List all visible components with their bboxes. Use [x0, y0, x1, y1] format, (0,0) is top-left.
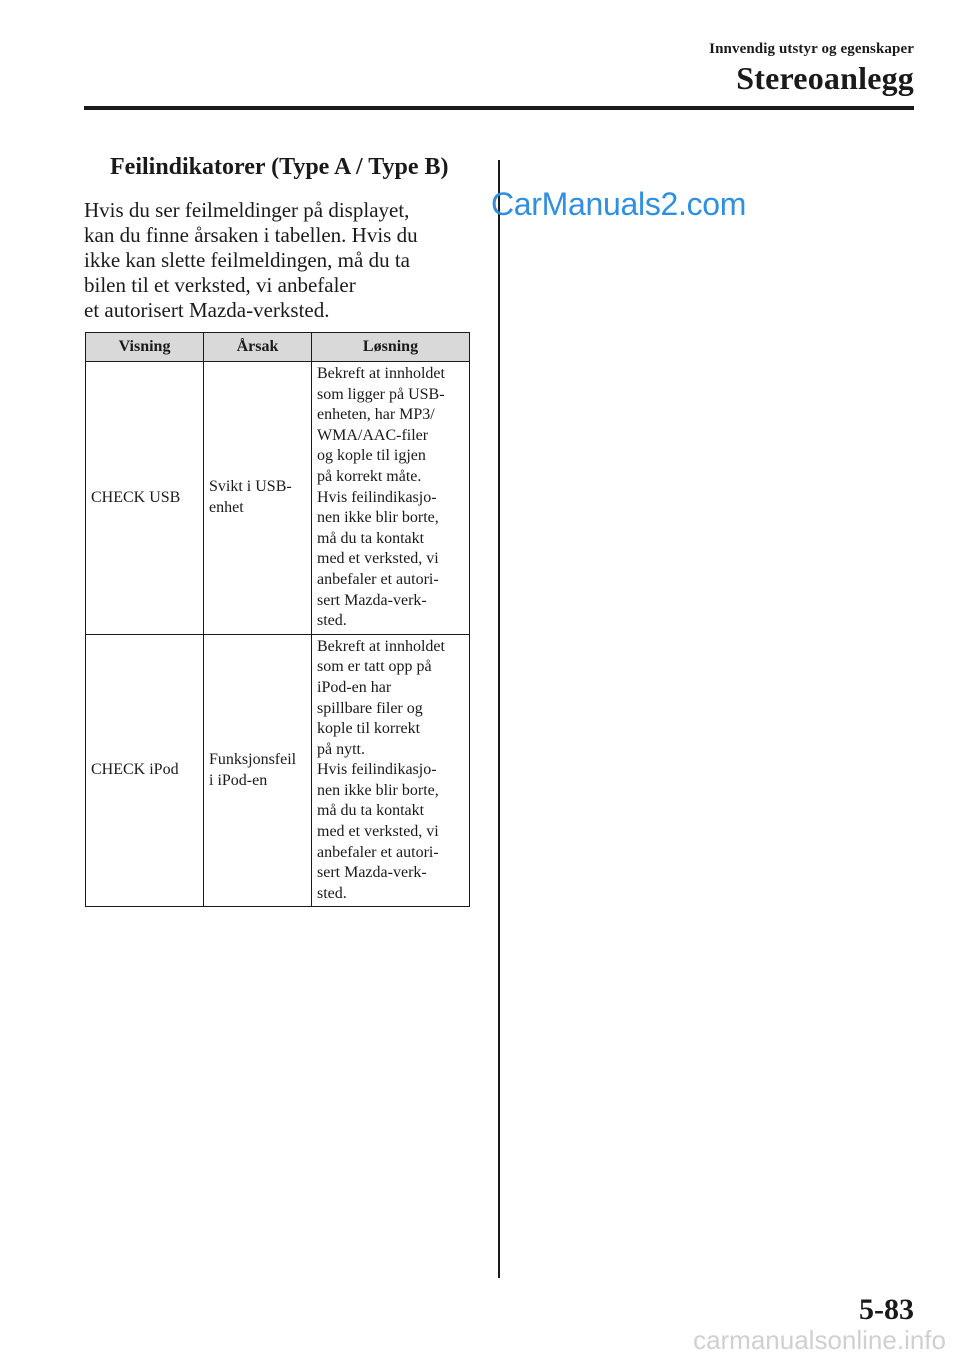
table-row	[86, 634, 470, 907]
header-rule	[84, 106, 914, 110]
watermark-carmanualsonline: carmanualsonline.info	[693, 1325, 946, 1355]
header-visning: Visning	[86, 333, 204, 362]
cell-losning	[312, 362, 470, 635]
cell-visning	[86, 362, 204, 635]
page-number: 5-83	[859, 1293, 914, 1326]
section-title: Stereoanlegg	[736, 60, 914, 96]
losning-text: Bekreft at innholdet som er tatt opp på iPod-en har spillbare filer og kople til korrekt på nytt. Hvis feilindikasjo- nen ikke blir borte, må du ta kontakt med et verksted, vi anbefaler et autori- sert Mazda-verk- sted.	[317, 637, 445, 902]
header-arsak: Årsak	[204, 333, 312, 362]
table-header-row	[86, 333, 470, 362]
cell-visning	[86, 634, 204, 907]
section-heading: Feilindikatorer (Type A / Type B)	[110, 154, 449, 180]
cell-arsak	[204, 362, 312, 635]
header-losning: Løsning	[312, 333, 470, 362]
fault-indicator-table	[85, 332, 470, 907]
column-divider	[498, 160, 500, 1278]
watermark-carmanuals2: CarManuals2.com	[491, 186, 747, 222]
arsak-text: Funksjonsfeil i iPod-en	[209, 750, 297, 789]
arsak-text: Svikt i USB- enhet	[209, 478, 292, 516]
cell-arsak	[204, 634, 312, 907]
chapter-title: Innvendig utstyr og egenskaper	[709, 41, 914, 57]
cell-losning	[312, 634, 470, 907]
visning-text: CHECK iPod	[91, 761, 179, 779]
losning-text: Bekreft at innholdet som ligger på USB- enheten, har MP3/ WMA/AAC-filer og kople til igjen på korrekt måte. Hvis feilindikasjo- nen ikke blir borte, må du ta kontakt med et verksted, vi anbefaler et autori- sert Mazda-verk- sted.	[317, 365, 445, 630]
visning-text: CHECK USB	[91, 488, 181, 506]
intro-paragraph: Hvis du ser feilmeldinger på displayet, kan du finne årsaken i tabellen. Hvis du ikke kan slette feilmeldingen, må du ta bilen til et verksted, vi anbefaler et autorisert Mazda-verksted.	[84, 198, 418, 322]
table-row	[86, 362, 470, 635]
